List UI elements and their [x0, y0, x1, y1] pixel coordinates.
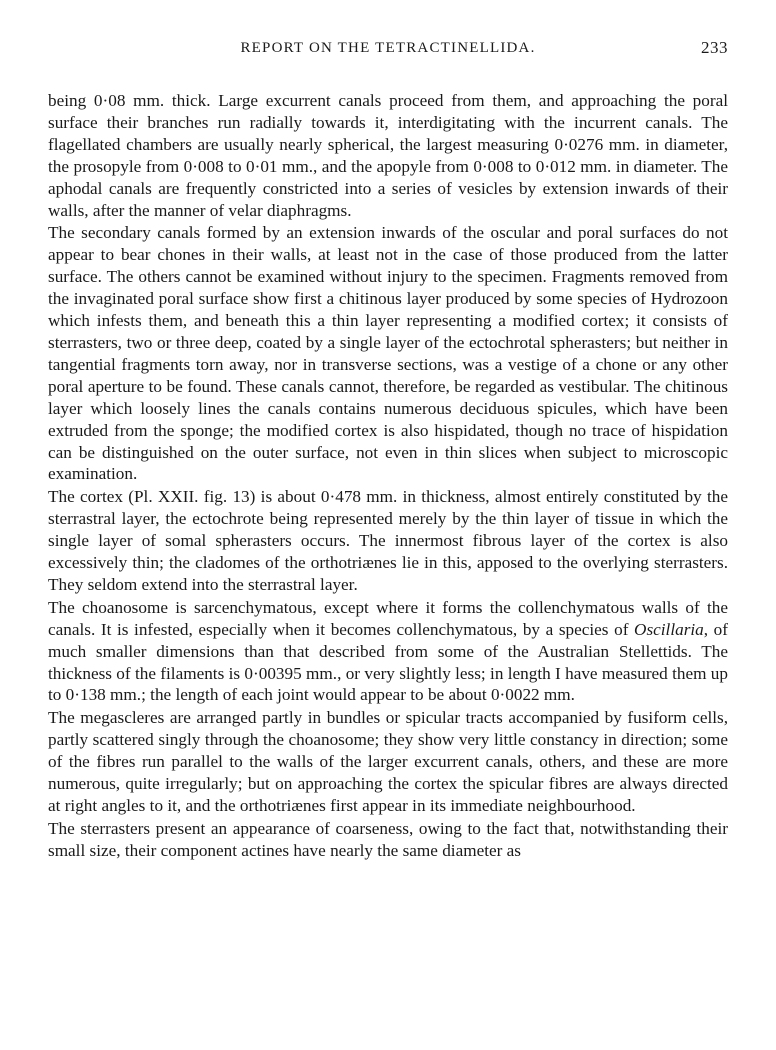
paragraph-4-part-2: , of much smaller dimensions than that described from some of the Australian Stellettids. The thickness of the filaments is 0·00395 mm., or very slightly less; in length I have measured them up to 0·138 mm.; the length of each joint would appear to be about 0·0022 mm.	[48, 619, 728, 705]
paragraph-3: The cortex (Pl. XXII. fig. 13) is about 0·478 mm. in thickness, almost entirely constituted by the sterrastral layer, the ectochrote being represented merely by the thin layer of tissue in which the single layer of somal spherasters occurs. The innermost fibrous layer of the cortex is also excessively thin; the cladomes of the orthotriænes lie in this, apposed to the overlying sterrasters. They seldom extend into the sterrastral layer.	[48, 487, 728, 594]
running-header	[48, 40, 728, 66]
paragraph-4	[48, 597, 728, 707]
document-page	[48, 40, 728, 862]
running-title: REPORT ON THE TETRACTINELLIDA.	[240, 40, 536, 56]
paragraph-5: The megascleres are arranged partly in bundles or spicular tracts accompanied by fusiform cells, partly scattered singly through the choanosome; they show very little constancy in direction; some of the fibres run parallel to the walls of the larger excurrent canals, others, and these are more numerous, quite irregularly; but on approaching the cortex the spicular fibres are always directed at right angles to it, and the orthotriænes first appear in its immediate neighbourhood.	[48, 708, 728, 815]
paragraph-1: being 0·08 mm. thick. Large excurrent canals proceed from them, and approaching the poral surface their branches run radially towards it, interdigitating with the incurrent canals. The flagellated chambers are usually nearly spherical, the largest measuring 0·0276 mm. in diameter, the prosopyle from 0·008 to 0·01 mm., and the apopyle from 0·008 to 0·012 mm. in diameter. The aphodal canals are frequently constricted into a series of vesicles by extension inwards of their walls, after the manner of velar diaphragms.	[48, 91, 728, 220]
genus-name-oscillaria: Oscillaria	[634, 619, 704, 639]
paragraph-2: The secondary canals formed by an extension inwards of the oscular and poral surfaces do not appear to bear chones in their walls, at least not in the case of those produced from the latter surface. The others cannot be examined without injury to the specimen. Fragments removed from the invaginated poral surface show first a chitinous layer produced by some species of Hydrozoon which infests them, and beneath this a thin layer representing a modified cortex; it consists of sterrasters, two or three deep, coated by a single layer of the ectochrotal spherasters; but neither in tangential fragments torn away, nor in transverse sections, was a vestige of a chone or any other poral aperture to be found. These canals cannot, therefore, be regarded as vestibular. The chitinous layer which loosely lines the canals contains numerous deciduous spicules, which have been extruded from the sponge; the modified cortex is also hispidated, though no trace of hispidation can be distinguished on the outer surface, not even in thin slices when subject to microscopic examination.	[48, 223, 728, 484]
page-number: 233	[701, 38, 728, 57]
paragraph-6: The sterrasters present an appearance of coarseness, owing to the fact that, notwithstanding their small size, their component actines have nearly the same diameter as	[48, 818, 728, 860]
body-text	[48, 90, 728, 862]
paragraph-4-part-1: The choanosome is sarcenchymatous, except where it forms the collenchymatous walls of the canals. It is infested, especially when it becomes collenchymatous, by a species of	[48, 597, 728, 639]
